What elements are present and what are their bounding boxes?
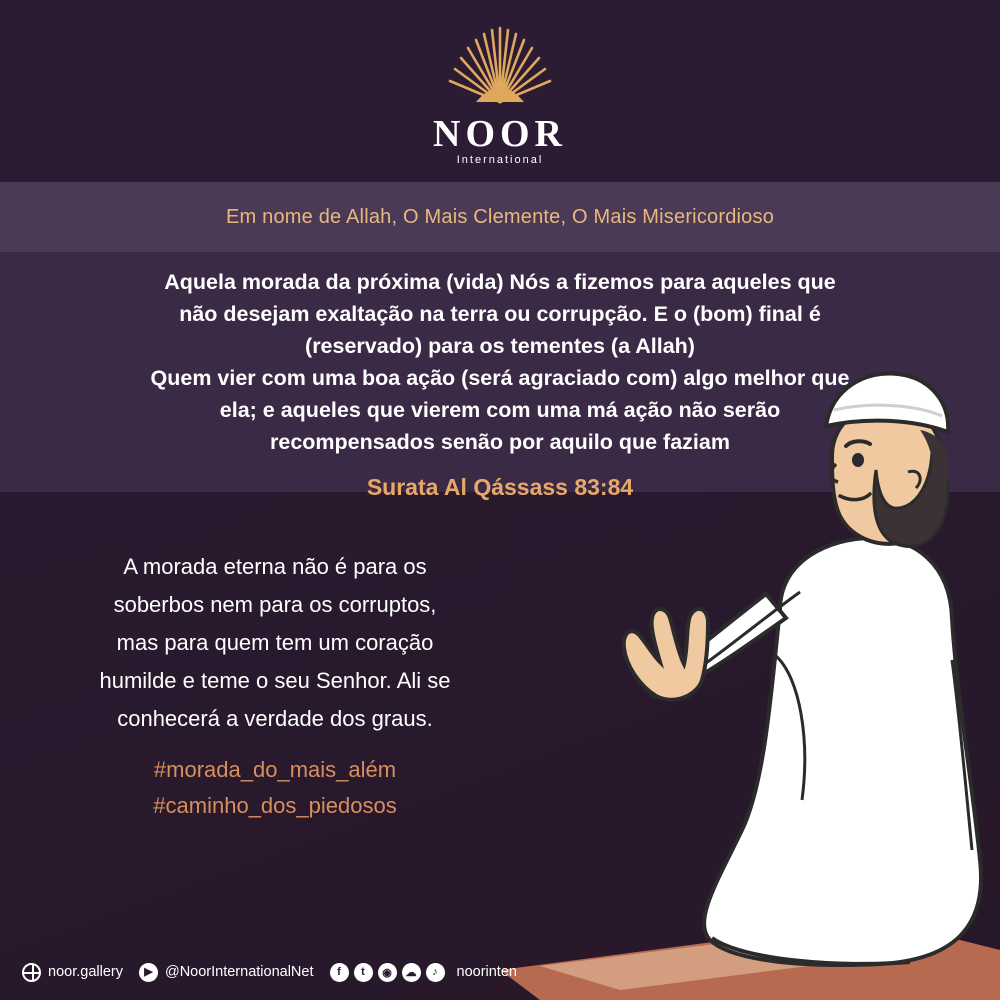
commentary-line: conhecerá a verdade dos graus. bbox=[117, 706, 433, 731]
commentary-line: humilde e teme o seu Senhor. Ali se bbox=[99, 668, 451, 693]
instagram-icon: ◉ bbox=[378, 963, 397, 982]
header bbox=[0, 0, 1000, 182]
youtube-label: @NoorInternationalNet bbox=[164, 964, 314, 980]
tiktok-icon: ♪ bbox=[426, 963, 445, 982]
ayah-line: Quem vier com uma boa ação (será agraciado com) algo melhor que bbox=[150, 366, 850, 390]
social-group[interactable] bbox=[330, 963, 533, 982]
commentary-text bbox=[60, 548, 490, 738]
brand-logo bbox=[0, 22, 1000, 166]
ayah-line: não desejam exaltação na terra ou corrupção. E o (bom) final é bbox=[179, 302, 821, 326]
ayah-line: ela; e aqueles que vierem com uma má ação não serão bbox=[219, 398, 781, 422]
commentary-line: mas para quem tem um coração bbox=[116, 630, 434, 655]
commentary-line: A morada eterna não é para os bbox=[123, 554, 427, 579]
sunburst-icon bbox=[435, 22, 565, 108]
commentary-line: soberbos nem para os corruptos, bbox=[113, 592, 437, 617]
hashtag[interactable]: #morada_do_mais_além bbox=[153, 757, 397, 782]
facebook-icon: f bbox=[330, 963, 349, 982]
social-handle-label: noorinten bbox=[456, 964, 517, 980]
footer bbox=[0, 944, 1000, 1000]
basmala-text: Em nome de Allah, O Mais Clemente, O Mais Misericordioso bbox=[225, 205, 775, 228]
head bbox=[826, 373, 948, 546]
thobe bbox=[704, 538, 981, 965]
globe-icon bbox=[22, 963, 41, 982]
website-group[interactable] bbox=[22, 963, 139, 982]
man-praying-illustration bbox=[480, 360, 1000, 1000]
hashtag-list bbox=[60, 752, 490, 824]
youtube-icon: ▶ bbox=[139, 963, 158, 982]
ayah-reference: Surata Al Qássass 83:84 bbox=[366, 474, 634, 500]
twitter-icon: t bbox=[354, 963, 373, 982]
youtube-group[interactable] bbox=[139, 963, 330, 982]
hashtag[interactable]: #caminho_dos_piedosos bbox=[153, 793, 397, 818]
eye bbox=[852, 453, 864, 467]
ayah-line: recompensados senão por aquilo que faziam bbox=[270, 430, 730, 454]
soundcloud-icon: ☁ bbox=[402, 963, 421, 982]
brand-name: NOOR bbox=[433, 113, 567, 155]
website-label: noor.gallery bbox=[48, 964, 123, 980]
ayah-line: (reservado) para os tementes (a Allah) bbox=[305, 334, 695, 358]
brand-subtitle: International bbox=[456, 154, 544, 166]
basmala-bar bbox=[0, 182, 1000, 252]
ayah-line: Aquela morada da próxima (vida) Nós a fizemos para aqueles que bbox=[164, 270, 836, 294]
hands bbox=[624, 609, 708, 700]
